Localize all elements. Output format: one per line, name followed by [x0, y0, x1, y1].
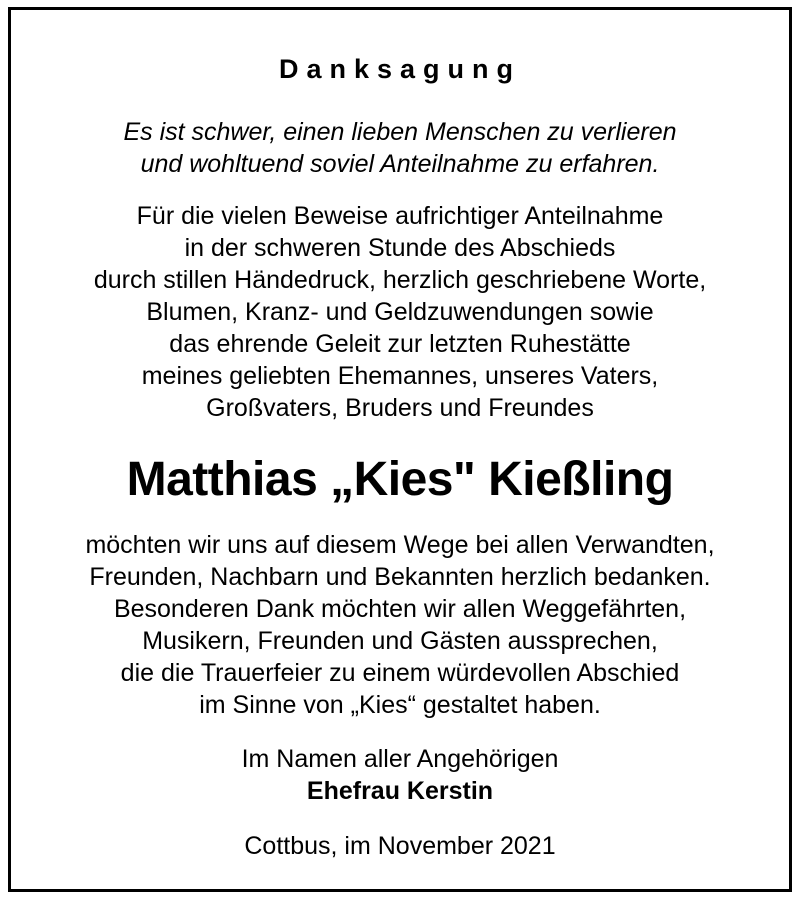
motto-line-1: Es ist schwer, einen lieben Menschen zu verlieren [123, 118, 677, 146]
intro-line-7: Großvaters, Bruders und Freundes [206, 394, 594, 422]
place-and-date: Cottbus, im November 2021 [244, 832, 556, 860]
intro-line-1: Für die vielen Beweise aufrichtiger Anteilnahme [136, 202, 664, 230]
thanks-line-6: im Sinne von „Kies“ gestaltet haben. [199, 691, 601, 719]
thanks-line-1: möchten wir uns auf diesem Wege bei allen Verwandten, [85, 531, 715, 559]
intro-line-5: das ehrende Geleit zur letzten Ruhestätte [169, 330, 631, 358]
intro-line-6: meines geliebten Ehemannes, unseres Vaters, [141, 362, 659, 390]
intro-line-4: Blumen, Kranz- und Geldzuwendungen sowie [146, 298, 654, 326]
motto-line-2: und wohltuend soviel Anteilnahme zu erfahren. [140, 150, 660, 178]
thanks-line-3: Besonderen Dank möchten wir allen Weggefährten, [113, 595, 687, 623]
thanks-line-4: Musikern, Freunden und Gästen aussprechen, [142, 627, 658, 655]
signature-intro: Im Namen aller Angehörigen [241, 745, 559, 773]
intro-line-2: in der schweren Stunde des Abschieds [184, 234, 616, 262]
thanks-line-2: Freunden, Nachbarn und Bekannten herzlich bedanken. [89, 563, 711, 591]
deceased-name: Matthias „Kies" Kießling [126, 453, 674, 506]
signature-name: Ehefrau Kerstin [306, 777, 494, 805]
notice-heading: Danksagung [278, 54, 522, 84]
death-notice-card [8, 7, 792, 892]
intro-line-3: durch stillen Händedruck, herzlich geschriebene Worte, [93, 266, 707, 294]
thanks-line-5: die die Trauerfeier zu einem würdevollen Abschied [120, 659, 680, 687]
